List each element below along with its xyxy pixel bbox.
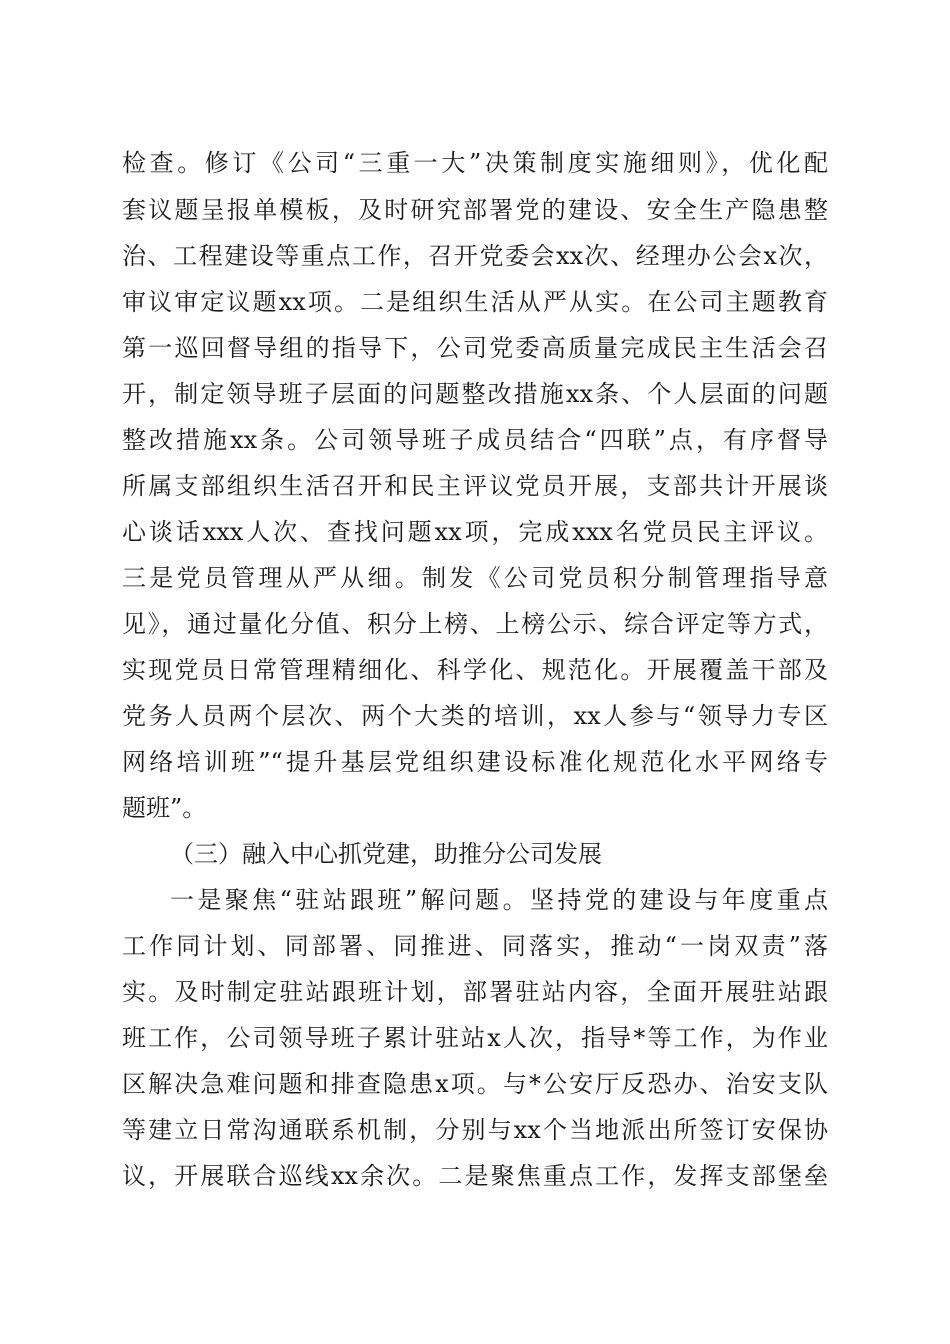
paragraph-line: 治、工程建设等重点工作，召开党委会xx次、经理办公会x次， [122, 242, 828, 270]
paragraph-line: 网络培训班”“提升基层党组织建设标准化规范化水平网络专 [122, 748, 828, 776]
paragraph-line: 一是聚焦“驻站跟班”解问题。坚持党的建设与年度重点 [170, 886, 828, 914]
paragraph-line: 心谈话xxx人次、查找问题xx项，完成xxx名党员民主评议。 [122, 518, 828, 546]
paragraph-line: 第一巡回督导组的指导下，公司党委高质量完成民主生活会召 [122, 334, 828, 362]
paragraph-line: 班工作，公司领导班子累计驻站x人次，指导*等工作，为作业 [122, 1024, 828, 1052]
paragraph-line: 工作同计划、同部署、同推进、同落实，推动“一岗双责”落 [122, 932, 828, 960]
paragraph-line: 套议题呈报单模板，及时研究部署党的建设、安全生产隐患整 [122, 196, 828, 224]
paragraph-line: 检查。修订《公司“三重一大”决策制度实施细则》，优化配 [122, 149, 828, 177]
paragraph-line: 见》，通过量化分值、积分上榜、上榜公示、综合评定等方式， [122, 610, 828, 638]
paragraph-line: 区解决急难问题和排查隐患x项。与*公安厅反恐办、治安支队 [122, 1070, 828, 1098]
paragraph-line: 开，制定领导班子层面的问题整改措施xx条、个人层面的问题 [122, 380, 828, 408]
paragraph-line: 实现党员日常管理精细化、科学化、规范化。开展覆盖干部及 [122, 656, 828, 684]
paragraph-line: 议，开展联合巡线xx余次。二是聚焦重点工作，发挥支部堡垒 [122, 1162, 828, 1190]
paragraph-line: 实。及时制定驻站跟班计划，部署驻站内容，全面开展驻站跟 [122, 978, 828, 1006]
paragraph-line: 等建立日常沟通联系机制，分别与xx个当地派出所签订安保协 [122, 1116, 828, 1144]
paragraph-line: 题班”。 [122, 794, 207, 822]
paragraph-line: 三是党员管理从严从细。制发《公司党员积分制管理指导意 [122, 564, 828, 592]
paragraph-line: 党务人员两个层次、两个大类的培训，xx人参与“领导力专区 [122, 702, 828, 730]
paragraph-line: 整改措施xx条。公司领导班子成员结合“四联”点，有序督导 [122, 426, 828, 454]
section-heading: （三）融入中心抓党建，助推分公司发展 [170, 840, 602, 868]
paragraph-line: 所属支部组织生活召开和民主评议党员开展，支部共计开展谈 [122, 472, 828, 500]
paragraph-line: 审议审定议题xx项。二是组织生活从严从实。在公司主题教育 [122, 288, 828, 316]
